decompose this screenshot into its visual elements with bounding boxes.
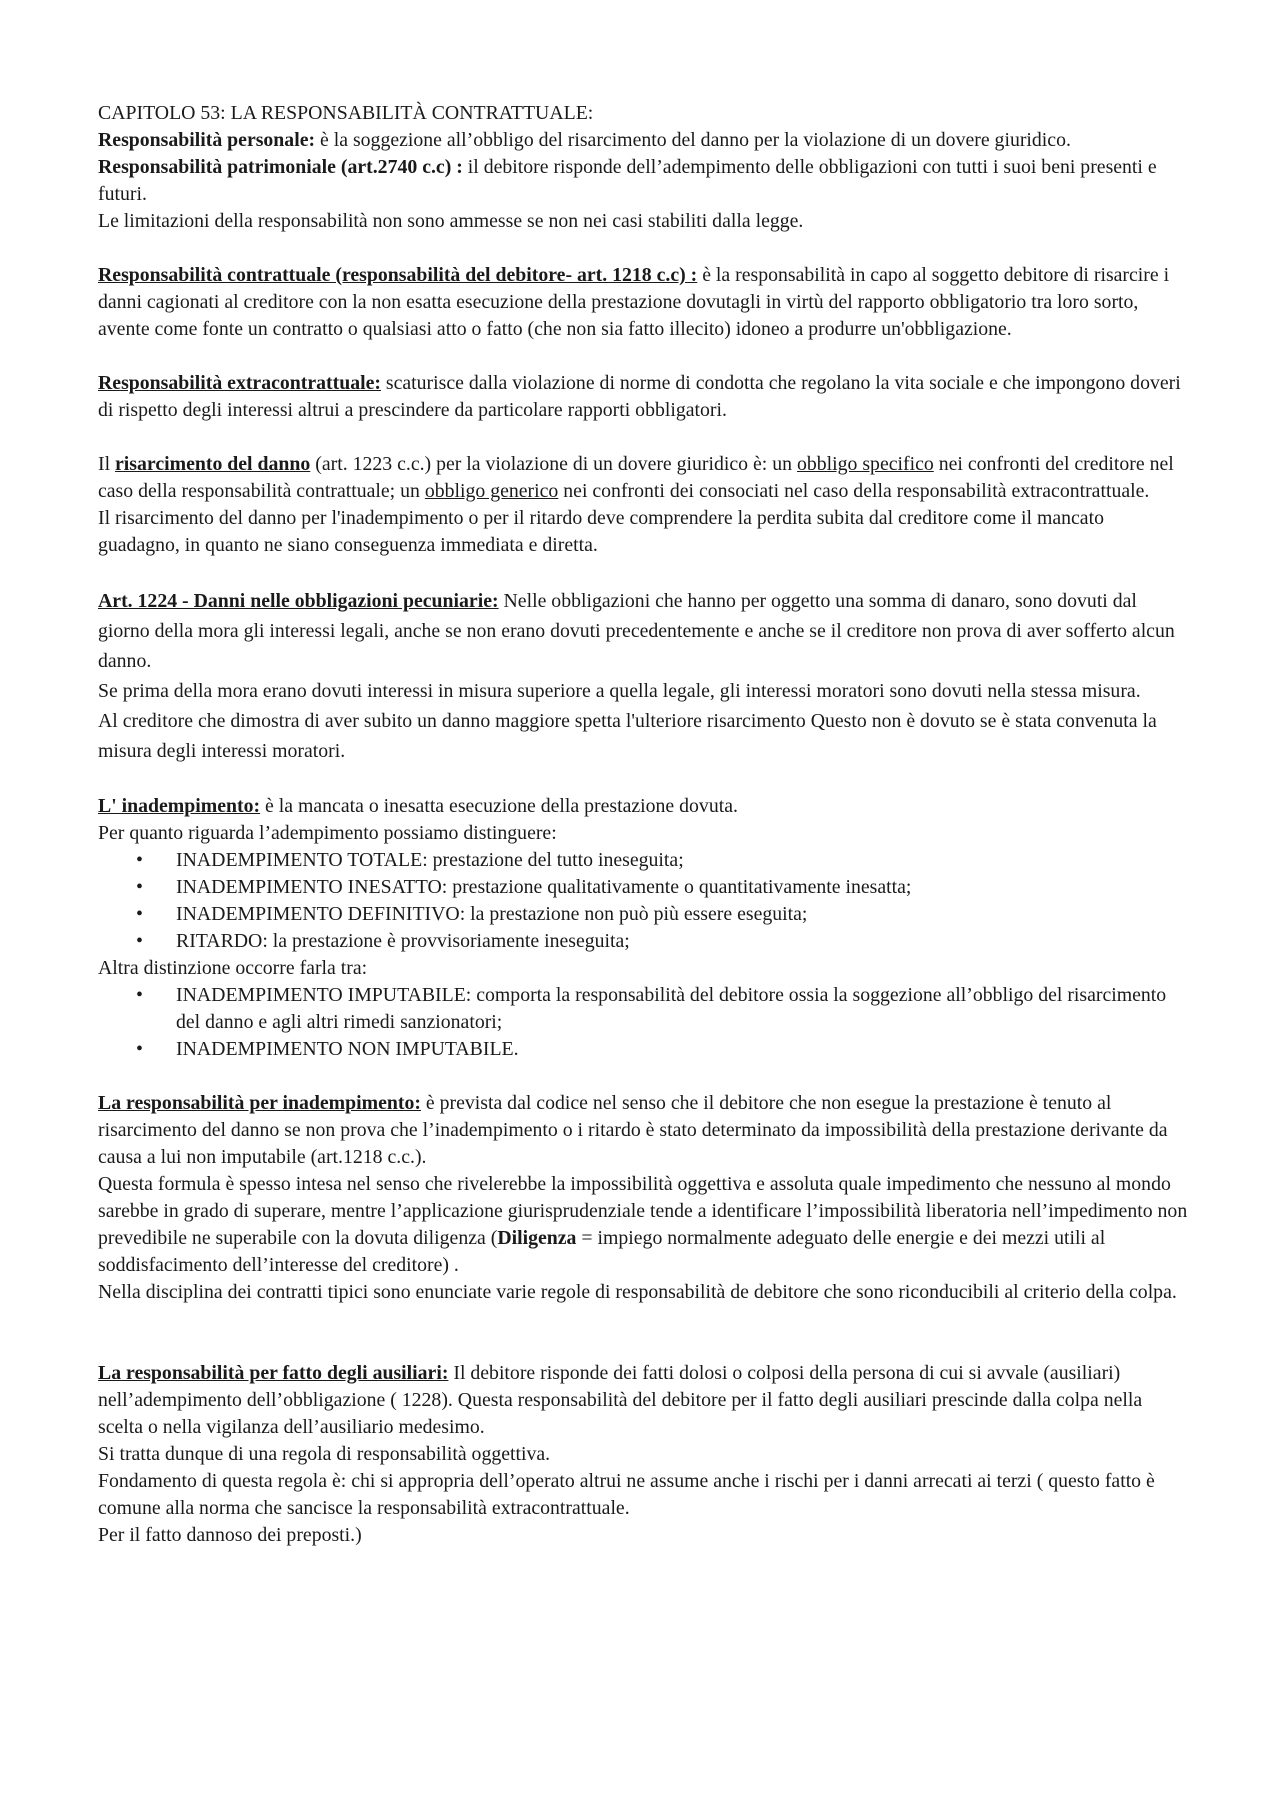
paragraph-oggettiva: Si tratta dunque di una regola di responsabilità oggettiva. [98,1443,551,1465]
list-item [136,928,1190,955]
paragraph-ausiliari [98,1360,1190,1441]
term-label: La responsabilità per fatto degli ausiliari: [98,1362,449,1384]
chapter-title: CAPITOLO 53: LA RESPONSABILITÀ CONTRATTUALE: [98,102,594,124]
paragraph-text: il debitore risponde dell’adempimento delle obbligazioni con tutti i suoi beni presenti e futuri. [98,156,1157,205]
list-item [136,901,1190,928]
bold-term: Diligenza [497,1227,577,1249]
text-fragment: (art. 1223 c.c.) per la violazione di un dovere giuridico è: un [310,453,797,475]
list-item-text: INADEMPIMENTO DEFINITIVO: la prestazione non può più essere eseguita; [176,903,808,925]
paragraph-text: è prevista dal codice nel senso che il debitore che non esegue la prestazione è tenuto al risarcimento del danno se non prova che l’inadempimento o i ritardo è stato determinato da impossibilità della prestazione derivante da causa a lui non imputabile (art.1218 c.c.). [98,1092,1168,1168]
spacer [98,766,1190,793]
list-item [136,982,1190,1036]
underlined-term: obbligo generico [424,480,559,502]
paragraph-art-1224 [98,586,1190,676]
paragraph-text: Nelle obbligazioni che hanno per oggetto una somma di danaro, sono dovuti dal giorno della mora gli interessi legali, anche se non erano dovuti precedentemente e anche se il creditore non prova di aver sofferto alcun danno. [98,590,1175,672]
paragraph-responsabilita-personale [98,127,1190,154]
bullet-list-inadempimento-tipi [98,847,1190,955]
list-item-text: INADEMPIMENTO INESATTO: prestazione qualitativamente o quantitativamente inesatta; [176,876,912,898]
list-item [136,847,1190,874]
paragraph-text: scaturisce dalla violazione di norme di condotta che regolano la vita sociale e che impongono doveri di rispetto degli interessi altrui a prescindere da particolare rapporti obbligatori. [98,372,1181,421]
list-item [136,874,1190,901]
paragraph-responsabilita-patrimoniale [98,154,1190,208]
spacer [98,559,1190,586]
bullet-icon: • [136,1038,143,1060]
bullet-icon: • [136,930,143,952]
section-art-1224 [98,586,1190,766]
paragraph-preposti: Per il fatto dannoso dei preposti.) [98,1524,362,1546]
text-fragment: nei confronti del creditore nel caso della responsabilità contrattuale; un [98,453,1174,502]
spacer [98,1306,1190,1360]
term-label: Responsabilità contrattuale (responsabilità del debitore- art. 1218 c.c) : [98,264,698,286]
text-fragment: nei confronti dei consociati nel caso della responsabilità extracontrattuale. [558,480,1150,502]
term-label: Responsabilità personale: [98,129,316,151]
paragraph-distinguere: Per quanto riguarda l’adempimento possiamo distinguere: [98,822,557,844]
text-fragment: Questa formula è spesso intesa nel senso che rivelerebbe la impossibilità oggettiva e assoluta quale impedimento che nessuno al mondo sarebbe in grado di superare, mentre l’applicazione giurisprudenziale tende a identificare l’impossibilità liberatoria nell’impedimento non prevedibile ne superabile con la dovuta diligenza ( [98,1173,1188,1249]
term-label: Responsabilità extracontrattuale: [98,372,381,394]
paragraph-formula [98,1171,1190,1279]
paragraph-text: è la mancata o inesatta esecuzione della prestazione dovuta. [260,795,738,817]
list-item [136,1036,1190,1063]
paragraph-art-1224-c: Al creditore che dimostra di aver subito un danno maggiore spetta l'ulteriore risarcimento Questo non è dovuto se è stata convenuta la misura degli interessi moratori. [98,710,1157,762]
paragraph-text: è la responsabilità in capo al soggetto debitore di risarcire i danni cagionati al creditore con la non esatta esecuzione della prestazione dovutagli in virtù del rapporto obbligatorio tra loro sorto, avente come fonte un contratto o qualsiasi atto o fatto (che non sia fatto illecito) idoneo a produrre un'obbligazione. [98,264,1170,340]
bullet-icon: • [136,903,143,925]
paragraph-text: Il debitore risponde dei fatti dolosi o colposi della persona di cui si avvale (ausiliari) nell’adempimento dell’obbligazione ( 1228). Questa responsabilità del debitore per il fatto degli ausiliari prescinde dalla colpa nella scelta o nella vigilanza dell’ausiliario medesimo. [98,1362,1143,1438]
paragraph-risarcimento-2: Il risarcimento del danno per l'inadempimento o per il ritardo deve comprendere la perdita subita dal creditore come il mancato guadagno, in quanto ne siano conseguenza immediata e diretta. [98,507,1104,556]
bullet-icon: • [136,849,143,871]
paragraph-risarcimento [98,451,1190,505]
paragraph-text: è la soggezione all’obbligo del risarcimento del danno per la violazione di un dovere giuridico. [315,129,1071,151]
paragraph-responsabilita-contrattuale [98,262,1190,343]
list-item-text: INADEMPIMENTO IMPUTABILE: comporta la responsabilità del debitore ossia la soggezione all’obbligo del risarcimento del danno e agli altri rimedi sanzionatori; [176,984,1167,1033]
spacer [98,424,1190,451]
spacer [98,343,1190,370]
term-label: Art. 1224 - Danni nelle obbligazioni pecuniarie: [98,590,499,612]
paragraph-inadempimento [98,793,1190,820]
text-fragment: = impiego normalmente adeguato delle energie e dei mezzi utili al soddisfacimento dell’interesse del creditore) . [98,1227,1106,1276]
term-label: risarcimento del danno [115,453,311,475]
paragraph-responsabilita-extracontrattuale [98,370,1190,424]
paragraph-altra-distinzione: Altra distinzione occorre farla tra: [98,957,368,979]
list-item-text: INADEMPIMENTO NON IMPUTABILE. [176,1038,519,1060]
paragraph-responsabilita-inadempimento [98,1090,1190,1171]
paragraph-disciplina: Nella disciplina dei contratti tipici sono enunciate varie regole di responsabilità de debitore che sono riconducibili al criterio della colpa. [98,1281,1177,1303]
spacer [98,235,1190,262]
bullet-icon: • [136,876,143,898]
paragraph-limitazioni: Le limitazioni della responsabilità non sono ammesse se non nei casi stabiliti dalla legge. [98,210,804,232]
paragraph-fondamento: Fondamento di questa regola è: chi si appropria dell’operato altrui ne assume anche i rischi per i danni arrecati ai terzi ( questo fatto è comune alla norma che sancisce la responsabilità extracontrattuale. [98,1470,1155,1519]
bullet-list-imputabilita [98,982,1190,1063]
bullet-icon: • [136,984,143,1006]
term-label: Responsabilità patrimoniale (art.2740 c.c) : [98,156,463,178]
spacer [98,1063,1190,1090]
list-item-text: RITARDO: la prestazione è provvisoriamente ineseguita; [176,930,630,952]
paragraph-art-1224-b: Se prima della mora erano dovuti interessi in misura superiore a quella legale, gli interessi moratori sono dovuti nella stessa misura. [98,680,1141,702]
underlined-term: obbligo specifico [796,453,934,475]
text-fragment: Il [98,453,116,475]
term-label: La responsabilità per inadempimento: [98,1092,421,1114]
term-label: L' inadempimento: [98,795,261,817]
list-item-text: INADEMPIMENTO TOTALE: prestazione del tutto ineseguita; [176,849,684,871]
